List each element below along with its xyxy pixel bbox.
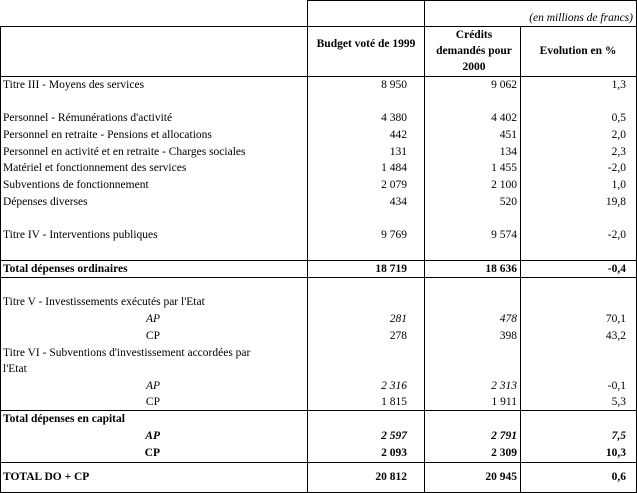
evolution-materiel: -2,0 [607,162,626,174]
unit-note: (en millions de francs) [529,12,633,24]
budget-materiel: 1 484 [381,162,407,174]
budget-titre4: 9 769 [381,229,407,241]
budget-titre6-cp: 1 815 [381,396,407,408]
evolution-personnel-remun: 0,5 [611,112,626,124]
evolution-total-capital-ap: 7,5 [611,430,626,442]
credits-total-capital-ap: 2 791 [491,430,517,442]
row-label-titre6-cp: CP [145,396,160,408]
col-divider-1 [307,0,308,493]
credits-titre6-cp: 1 911 [491,396,517,408]
row-label-titre3: Titre III - Moyens des services [3,79,145,91]
row-label-total-capital-cp: CP [144,447,160,459]
evolution-titre6-ap: -0,1 [607,380,626,392]
credits-personnel-retraite: 451 [499,129,517,141]
row-label-personnel-retraite: Personnel en retraite - Pensions et allocations [3,129,212,141]
credits-titre3: 9 062 [491,79,517,91]
evolution-total-do-cp: 0,6 [611,471,626,483]
budget-personnel-charges: 131 [389,146,407,158]
evolution-titre5-cp: 43,2 [605,330,626,342]
budget-total-capital-cp: 2 093 [381,447,407,459]
credits-total-do-cp: 20 945 [485,471,517,483]
budget-titre5-ap: 281 [389,313,407,325]
budget-personnel-remun: 4 380 [381,112,407,124]
budget-titre5-cp: 278 [389,330,407,342]
evolution-titre6-cp: 5,3 [611,396,626,408]
row-label-total-capital: Total dépenses en capital [3,413,125,425]
budget-titre3: 8 950 [381,79,407,91]
row-label-titre6-ap: AP [145,380,160,392]
total-ordinaires-bottom-line [0,277,637,278]
budget-depenses-diverses: 434 [389,196,407,208]
credits-total-capital-cp: 2 309 [491,447,517,459]
evolution-titre3: 1,3 [611,79,626,91]
row-label-personnel-charges: Personnel en activité et en retraite - Charges sociales [3,146,246,158]
evolution-personnel-retraite: 2,0 [611,129,626,141]
row-label-titre5-cp: CP [145,330,160,342]
row-label-titre5: Titre V - Investissements exécutés par l'Etat [3,296,205,308]
total-capital-top-line [0,410,637,411]
credits-personnel-remun: 4 402 [491,112,517,124]
credits-total-ordinaires: 18 636 [485,263,517,275]
credits-depenses-diverses: 520 [499,196,517,208]
row-label-personnel-remun: Personnel - Rémunérations d'activité [3,112,173,124]
evolution-depenses-diverses: 19,8 [605,196,626,208]
budget-total-capital-ap: 2 597 [381,430,407,442]
credits-titre4: 9 574 [491,229,517,241]
row-label-subventions-fonct: Subventions de fonctionnement [3,179,149,191]
left-border [0,26,1,493]
credits-titre5-cp: 398 [499,330,517,342]
evolution-subventions-fonct: 1,0 [611,179,626,191]
evolution-titre4: -2,0 [607,229,626,241]
row-label-titre5-ap: AP [145,313,160,325]
total-ordinaires-top-line [0,260,637,261]
row-label-total-capital-ap: AP [145,430,160,442]
evolution-titre5-ap: 70,1 [605,313,626,325]
budget-titre6-ap: 2 316 [381,380,407,392]
budget-total-do-cp: 20 812 [375,471,407,483]
budget-subventions-fonct: 2 079 [381,179,407,191]
evolution-total-ordinaires: -0,4 [607,263,626,275]
credits-titre6-ap: 2 313 [491,380,517,392]
col-divider-3 [520,26,521,493]
credits-titre5-ap: 478 [499,313,517,325]
evolution-personnel-charges: 2,3 [611,146,626,158]
row-label-total-do-cp: TOTAL DO + CP [3,471,90,483]
evolution-total-capital-cp: 10,3 [605,447,626,459]
budget-total-ordinaires: 18 719 [375,263,407,275]
row-label-depenses-diverses: Dépenses diverses [3,196,88,208]
col-divider-2 [424,0,425,493]
row-label-titre6-line2: l'Etat [3,363,27,375]
credits-materiel: 1 455 [491,162,517,174]
total-do-cp-top-line [0,462,637,463]
header-bottom-line [0,76,637,77]
row-label-total-ordinaires: Total dépenses ordinaires [3,263,128,275]
row-label-titre6-line1: Titre VI - Subventions d'investissement accordées par [3,347,251,359]
row-label-titre4: Titre IV - Interventions publiques [3,229,158,241]
top-border [307,0,637,1]
header-top-line [0,26,637,27]
credits-subventions-fonct: 2 100 [491,179,517,191]
credits-personnel-charges: 134 [499,146,517,158]
header-evolution: Evolution en % [539,45,617,57]
header-credits: Crédits demandés pour 2000 [436,29,512,73]
budget-personnel-retraite: 442 [389,129,407,141]
header-budget: Budget voté de 1999 [316,38,416,50]
row-label-materiel: Matériel et fonctionnement des services [3,162,187,174]
